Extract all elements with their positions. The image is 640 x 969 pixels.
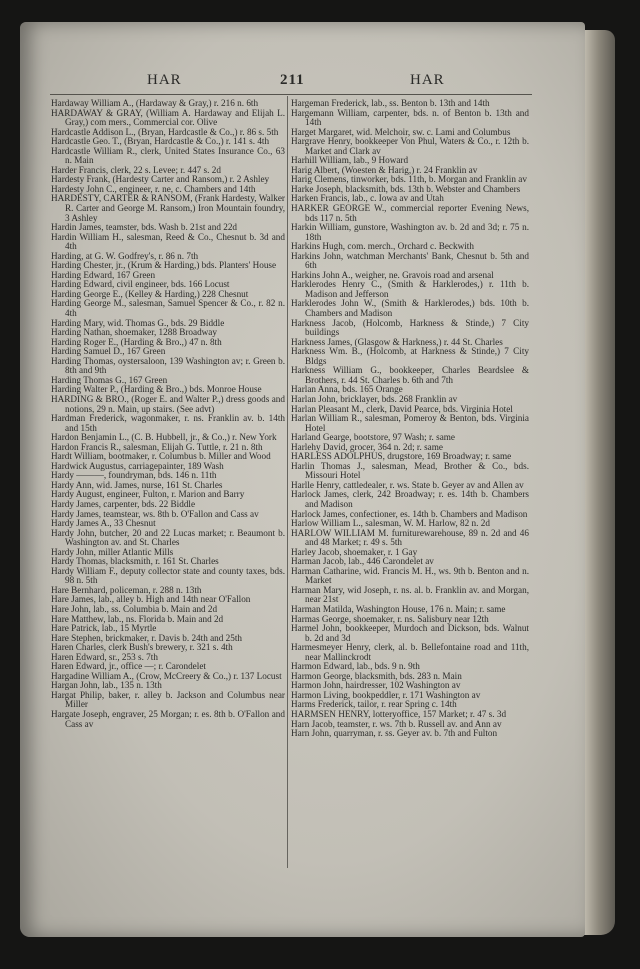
- directory-entry: HARLOW WILLIAM M. furniturewarehouse, 89 n. 2d and 46 and 48 Market; r. 49 s. 5th: [291, 527, 529, 548]
- right-column: [291, 99, 529, 739]
- directory-entry: Harken Francis, lab., c. Iowa av and Utah: [291, 193, 444, 204]
- directory-entry: Hardcastle Addison L., (Bryan, Hardcastle & Co.,) r. 86 s. 5th: [51, 126, 279, 137]
- directory-entry: Hardwick Augustus, carriagepainter, 189 Wash: [51, 460, 224, 471]
- directory-entry: Harding Edward, 167 Green: [51, 269, 156, 280]
- directory-entry: Harkness William G., bookkeeper, Charles Beardslee & Brothers, r. 44 St. Charles b. 6th and 7th: [291, 365, 529, 385]
- directory-entry: Harlehy David, grocer, 364 n. 2d; r. same: [291, 441, 443, 452]
- directory-entry: Haren Edward, jr., office —; r. Carondelet: [51, 661, 206, 672]
- directory-entry: Harn John, quarryman, r. ss. Geyer av. b. 7th and Fulton: [291, 728, 498, 739]
- column-divider: [287, 96, 288, 868]
- directory-entry: Harkness Jacob, (Holcomb, Harkness & Stinde,) 7 City buildings: [291, 317, 529, 338]
- directory-entry: Harke Joseph, blacksmith, bds. 13th b. Webster and Chambers: [291, 183, 521, 194]
- directory-entry: HARDAWAY & GRAY, (William A. Hardaway and Elijah L. Gray,) com mers., Commercial cor. Olive: [51, 107, 285, 128]
- directory-entry: Harding Thomas, oystersaloon, 139 Washington av; r. Green b. 8th and 9th: [51, 355, 285, 376]
- directory-entry: Harkness Wm. B., (Holcomb, at Harkness & Stinde,) 7 City Bldgs: [291, 346, 529, 366]
- directory-entry: Hardin James, teamster, bds. Wash b. 21st and 22d: [51, 222, 238, 233]
- directory-entry: Harlan Anna, bds. 165 Orange: [291, 384, 403, 395]
- directory-entry: Harmon George, blacksmith, bds. 283 n. Main: [291, 670, 462, 681]
- directory-entry: Harman Matilda, Washington House, 176 n. Main; r. same: [291, 603, 506, 614]
- directory-entry: HARDESTY, CARTER & RANSOM, (Frank Hardesty, Walker R. Carter and George M. Ransom,) Iron Mountain foundry, 3 Ashley: [51, 193, 285, 223]
- directory-entry: Harding Mary, wid. Thomas G., bds. 29 Biddle: [51, 317, 225, 328]
- directory-entry: Harkin William, gunstore, Washington av. b. 2d and 3d; r. 75 n. 18th: [291, 222, 529, 242]
- directory-entry: Hare John, lab., ss. Columbia b. Main and 2d: [51, 603, 218, 614]
- directory-entry: Harlow William L., salesman, W. M. Harlow, 82 n. 2d: [291, 518, 490, 529]
- directory-entry: Harlock James, clerk, 242 Broadway; r. es. 14th b. Chambers and Madison: [291, 489, 529, 509]
- directory-entry: Harklerodes Henry C., (Smith & Harklerodes,) r. 11th b. Madison and Jefferson: [291, 279, 529, 299]
- directory-entry: Hargrave Henry, bookkeeper Von Phul, Waters & Co., r. 12th b. Market and Clark av: [291, 136, 529, 156]
- directory-entry: Hardy Ann, wid. James, nurse, 161 St. Charles: [51, 479, 223, 490]
- directory-entry: Harlock James, confectioner, es. 14th b. Chambers and Madison: [291, 508, 528, 519]
- directory-entry: Hardy John, miller Atlantic Mills: [51, 546, 174, 557]
- directory-entry: Hardy ———, foundryman, bds. 146 n. 11th: [51, 470, 217, 481]
- running-head-left: HAR: [147, 72, 182, 88]
- directory-entry: Hardon Benjamin L., (C. B. Hubbell, jr., & Co.,) r. New York: [51, 432, 277, 443]
- directory-entry: Harlan William R., salesman, Pomeroy & Benton, bds. Virginia Hotel: [291, 413, 529, 433]
- directory-entry: Hare Patrick, lab., 15 Myrtle: [51, 623, 157, 634]
- directory-entry: Harding George M., salesman, Samuel Spencer & Co., r. 82 n. 4th: [51, 298, 285, 319]
- directory-entry: Harmon John, hairdresser, 102 Washington av: [291, 680, 461, 691]
- header-rule: [50, 94, 532, 95]
- directory-entry: Hardy James A., 33 Chesnut: [51, 518, 156, 529]
- directory-entry: Harlle Henry, cattledealer, r. ws. State b. Geyer av and Allen av: [291, 479, 524, 490]
- directory-entry: Hargeman Frederick, lab., ss. Benton b. 13th and 14th: [291, 98, 490, 108]
- directory-entry: Hardesty John C., engineer, r. ne, c. Chambers and 14th: [51, 183, 256, 194]
- directory-entry: Hardesty Frank, (Hardesty Carter and Ransom,) r. 2 Ashley: [51, 174, 270, 185]
- directory-entry: Hare Stephen, brickmaker, r. Davis b. 24th and 25th: [51, 632, 242, 643]
- directory-entry: Harding Roger E., (Harding & Bro.,) 47 n. 8th: [51, 336, 222, 347]
- directory-entry: Harmel John, bookkeeper, Murdoch and Dickson, bds. Walnut b. 2d and 3d: [291, 623, 529, 643]
- directory-entry: Harding, at G. W. Godfrey's, r. 86 n. 7th: [51, 250, 199, 261]
- directory-entry: Hardon Francis R., salesman, Elijah G. Tuttle, r. 21 n. 8th: [51, 441, 263, 452]
- directory-entry: Harding Walter P., (Harding & Bro.,) bds. Monroe House: [51, 384, 262, 395]
- directory-entry: Harkness James, (Glasgow & Harkness,) r. 44 St. Charles: [291, 336, 503, 347]
- directory-entry: Harkins Hugh, com. merch., Orchard c. Beckwith: [291, 241, 474, 252]
- directory-entry: Harding Edward, civil engineer, bds. 166 Locust: [51, 279, 230, 290]
- directory-entry: Harkins John, watchman Merchants' Bank, Chesnut b. 5th and 6th: [291, 250, 529, 271]
- directory-entry: Haren Edward, sr., 253 s. 7th: [51, 651, 158, 662]
- directory-entry: Hardaway William A., (Hardaway & Gray,) r. 216 n. 6th: [51, 98, 259, 108]
- directory-entry: Harman Jacob, lab., 446 Carondelet av: [291, 556, 434, 567]
- directory-entry: Harlan John, bricklayer, bds. 268 Franklin av: [291, 393, 458, 404]
- directory-entry: Harig Clemens, tinworker, bds. 11th, b. Morgan and Franklin av: [291, 174, 527, 185]
- directory-entry: Hardman Frederick, wagonmaker, r. ns. Franklin av. b. 14th and 15th: [51, 413, 285, 433]
- directory-entry: Harding Samuel D., 167 Green: [51, 346, 166, 357]
- directory-entry: Harlan Pleasant M., clerk, David Pearce, bds. Virginia Hotel: [291, 403, 513, 414]
- directory-entry: Harklerodes John W., (Smith & Harklerodes,) bds. 10th b. Chambers and Madison: [291, 298, 529, 319]
- directory-entry: Harding George E., (Kelley & Harding,) 228 Chesnut: [51, 288, 249, 299]
- directory-entry: Hardcastle William R., clerk, United States Insurance Co., 63 n. Main: [51, 145, 285, 166]
- directory-entry: Hargate Joseph, engraver, 25 Morgan; r. es. 8th b. O'Fallon and Cass av: [51, 709, 285, 729]
- directory-entry: Harmon Living, bookpeddler, r. 171 Washington av: [291, 689, 481, 700]
- directory-entry: Hardin William H., salesman, Reed & Co., Chesnut b. 3d and 4th: [51, 231, 285, 252]
- directory-entry: Hare James, lab., alley b. High and 14th near O'Fallon: [51, 594, 251, 605]
- directory-entry: Haren Charles, clerk Bush's brewery, r. 321 s. 4th: [51, 642, 233, 653]
- directory-entry: Hare Matthew, lab., ns. Florida b. Main and 2d: [51, 613, 224, 624]
- directory-entry: Hare Bernhard, policeman, r. 288 n. 13th: [51, 584, 202, 595]
- directory-entry: Hargemann William, carpenter, bds. n. of Benton b. 13th and 14th: [291, 107, 529, 128]
- directory-entry: Hardy James, carpenter, bds. 22 Biddle: [51, 498, 196, 509]
- directory-entry: Hardt William, bootmaker, r. Columbus b. Miller and Wood: [51, 451, 271, 462]
- directory-entry: HARMSEN HENRY, lotteryoffice, 157 Market; r. 47 s. 3d: [291, 709, 507, 719]
- directory-entry: Harding Nathan, shoemaker, 1288 Broadway: [51, 327, 217, 338]
- directory-entry: Harmon Edward, lab., bds. 9 n. 9th: [291, 661, 420, 672]
- directory-entry: Hardy Thomas, blacksmith, r. 161 St. Charles: [51, 556, 219, 567]
- directory-entry: Harmas George, shoemaker, r. ns. Salisbury near 12th: [291, 613, 489, 624]
- directory-entry: HARDING & BRO., (Roger E. and Walter P.,) dress goods and notions, 29 n. Main, up stairs. (See advt): [51, 393, 285, 414]
- directory-entry: Hargadine William A., (Crow, McCreery & Co.,) r. 137 Locust: [51, 670, 282, 681]
- page-number: 211: [280, 72, 305, 88]
- directory-entry: Harmesmeyer Henry, clerk, al. b. Bellefontaine road and 11th, near Mallinckrodt: [291, 642, 529, 662]
- directory-entry: Hargan John, lab., 135 n. 13th: [51, 680, 162, 691]
- directory-entry: Harhill William, lab., 9 Howard: [291, 155, 409, 166]
- directory-entry: Harding Thomas G., 167 Green: [51, 374, 168, 385]
- directory-entry: Harman Catharine, wid. Francis M. H., ws. 9th b. Benton and n. Market: [291, 565, 529, 586]
- directory-entry: Harley Jacob, shoemaker, r. 1 Gay: [291, 546, 418, 557]
- directory-entry: Harlin Thomas J., salesman, Mead, Brother & Co., bds. Missouri Hotel: [291, 460, 529, 481]
- directory-entry: Harig Albert, (Woesten & Harig,) r. 24 Franklin av: [291, 164, 478, 175]
- directory-entry: Harland Gearge, bootstore, 97 Wash; r. same: [291, 432, 455, 443]
- directory-entry: Hardcastle Geo. T., (Bryan, Hardcastle & Co.,) r. 141 s. 4th: [51, 136, 270, 147]
- directory-entry: Harn Jacob, teamster, r. ws. 7th b. Russell av. and Ann av: [291, 718, 502, 729]
- directory-entry: Hardy William F., deputy collector state and county taxes, bds. 98 n. 5th: [51, 565, 285, 586]
- directory-entry: Hargat Philip, baker, r. alley b. Jackson and Columbus near Miller: [51, 689, 285, 710]
- directory-entry: HARKER GEORGE W., commercial reporter Evening News, bds 117 n. 5th: [291, 203, 529, 223]
- directory-entry: Harkins John A., weigher, ne. Gravois road and arsenal: [291, 269, 494, 280]
- directory-entry: Hardy James, teamstear, ws. 8th b. O'Fallon and Cass av: [51, 508, 259, 519]
- directory-entry: Harget Margaret, wid. Melchoir, sw. c. Lami and Columbus: [291, 126, 511, 137]
- directory-entry: Harms Frederick, tailor, r. rear Spring c. 14th: [291, 699, 457, 710]
- directory-entry: HARLESS ADOLPHUS, drugstore, 169 Broadway; r. same: [291, 451, 512, 462]
- running-head-right: HAR: [410, 72, 445, 88]
- directory-entry: Harder Francis, clerk, 22 s. Levee; r. 447 s. 2d: [51, 164, 221, 175]
- directory-entry: Hardy John, butcher, 20 and 22 Lucas market; r. Beaumont b. Washington av. and St. Charles: [51, 527, 285, 548]
- directory-entry: Harding Chester, jr., (Krum & Harding,) bds. Planters' House: [51, 260, 277, 271]
- directory-entry: Hardy August, engineer, Fulton, r. Marion and Barry: [51, 489, 245, 500]
- directory-entry: Harman Mary, wid Joseph, r. ns. al. b. Franklin av. and Morgan, near 21st: [291, 584, 529, 605]
- left-column: [51, 99, 285, 729]
